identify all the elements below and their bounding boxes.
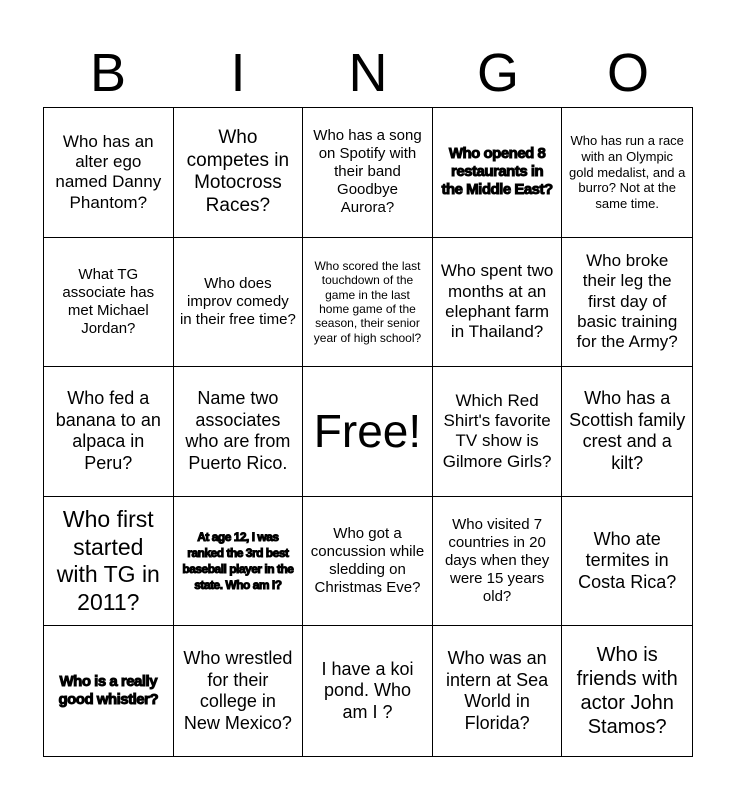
bingo-cell[interactable]: Who has a Scottish family crest and a kilt? [562, 367, 692, 497]
bingo-cell[interactable]: Who competes in Motocross Races? [174, 108, 304, 238]
bingo-cell[interactable]: Who was an intern at Sea World in Florida? [433, 626, 563, 756]
bingo-header [43, 38, 693, 108]
bingo-cell[interactable]: Who has an alter ego named Danny Phantom? [44, 108, 174, 238]
bingo-cell[interactable]: Name two associates who are from Puerto Rico. [174, 367, 304, 497]
bingo-cell[interactable]: Who got a concussion while sledding on Christmas Eve? [303, 497, 433, 627]
bingo-cell[interactable]: Who fed a banana to an alpaca in Peru? [44, 367, 174, 497]
bingo-cell[interactable]: Who first started with TG in 2011? [44, 497, 174, 627]
bingo-cell[interactable]: Who is a really good whistler? [44, 626, 174, 756]
header-letter-n: N [348, 43, 388, 103]
bingo-cell[interactable]: Who spent two months at an elephant farm in Thailand? [433, 238, 563, 368]
bingo-cell[interactable]: Who ate termites in Costa Rica? [562, 497, 692, 627]
bingo-cell[interactable]: Who is friends with actor John Stamos? [576, 644, 678, 739]
header-letter-b: B [89, 43, 127, 103]
header-letter-g: G [476, 43, 519, 103]
bingo-cell[interactable]: Who has a song on Spotify with their band Goodbye Aurora? [303, 108, 433, 238]
bingo-cell[interactable]: Who wrestled for their college in New Mexico? [174, 626, 304, 756]
header-letter-o: O [606, 43, 649, 103]
bingo-cell[interactable]: Who does improv comedy in their free time? [174, 238, 304, 368]
bingo-card-grid [43, 107, 693, 757]
bingo-cell[interactable]: At age 12, I was ranked the 3rd best baseball player in the state. Who am I? [174, 497, 304, 627]
bingo-cell[interactable]: I have a koi pond. Who am I ? [303, 626, 433, 756]
bingo-cell[interactable]: Who opened 8 restaurants in the Middle East? [433, 108, 563, 238]
bingo-cell[interactable]: Who broke their leg the first day of basic training for the Army? [562, 238, 692, 368]
bingo-cell[interactable]: What TG associate has met Michael Jordan? [44, 238, 174, 368]
header-letter-i: I [230, 43, 246, 103]
bingo-cell[interactable]: Who visited 7 countries in 20 days when they were 15 years old? [433, 497, 563, 627]
bingo-cell[interactable]: Who has run a race with an Olympic gold medalist, and a burro? Not at the same time. [562, 108, 692, 238]
bingo-cell[interactable]: Who scored the last touchdown of the game in the last home game of the season, their senior year of high school? [303, 238, 433, 368]
free-space[interactable]: Free! [303, 367, 433, 497]
bingo-cell[interactable]: Which Red Shirt's favorite TV show is Gilmore Girls? [433, 367, 563, 497]
